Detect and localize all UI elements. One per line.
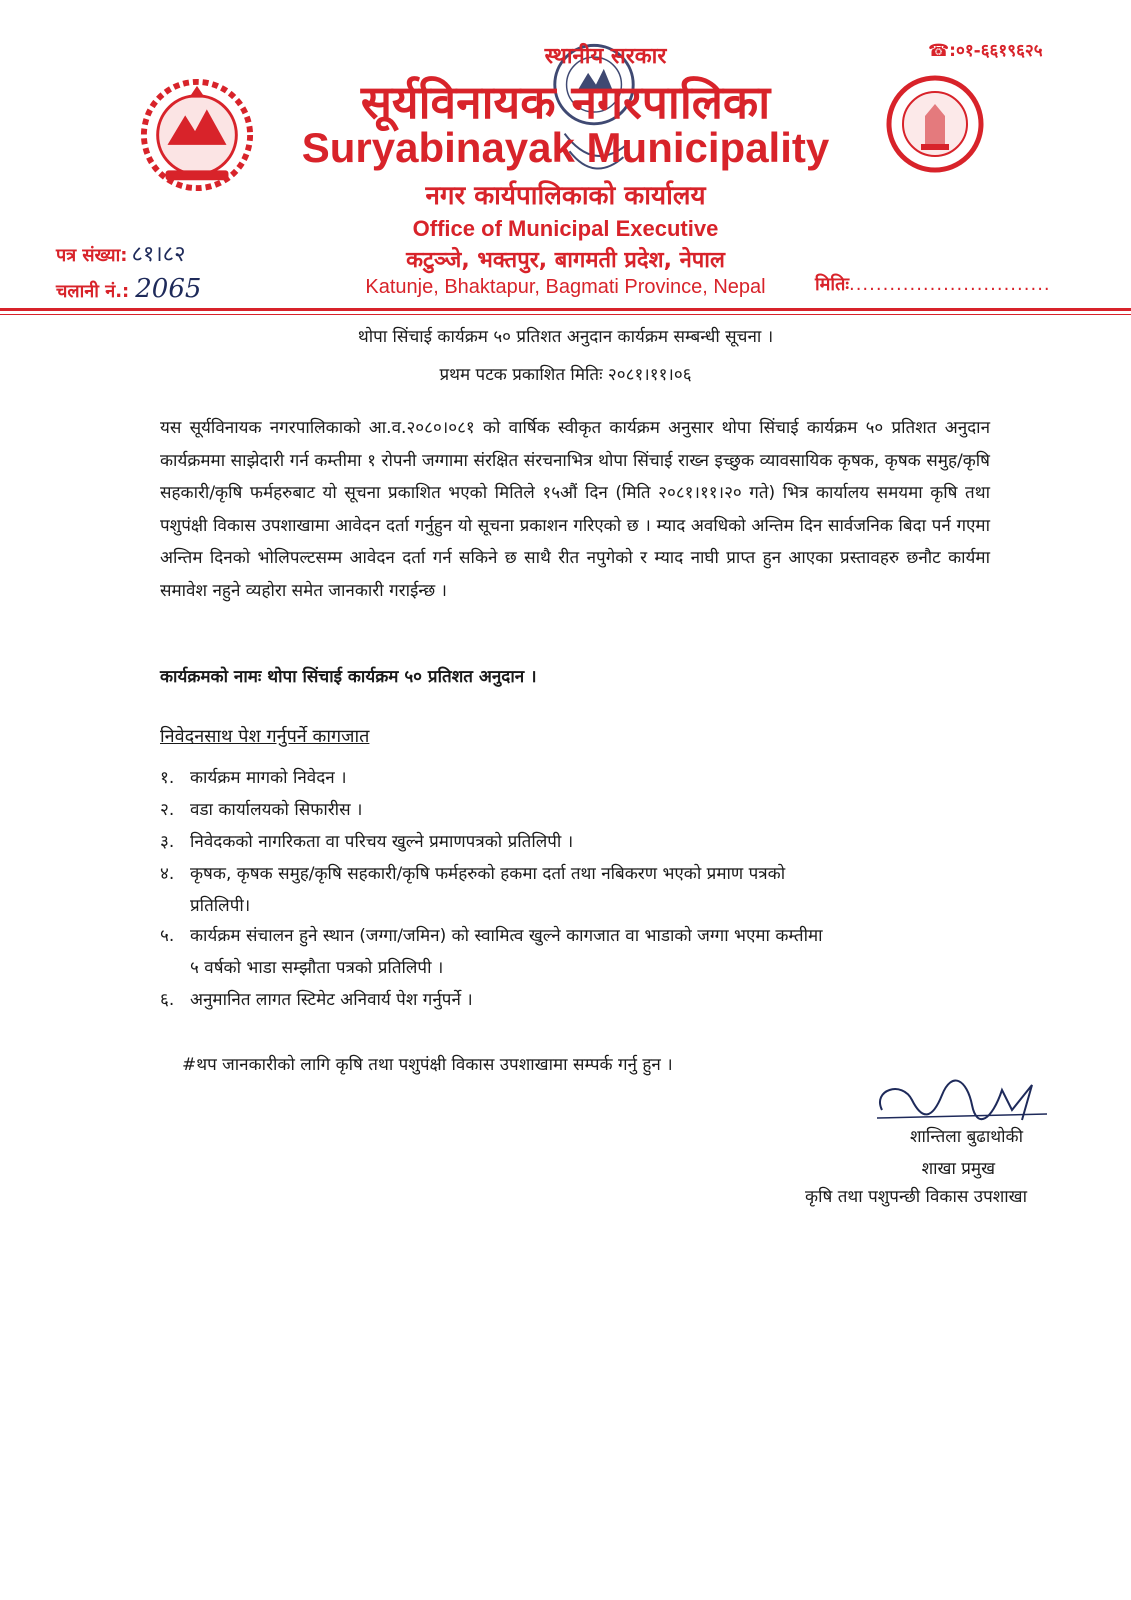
office-name-english: Office of Municipal Executive <box>412 216 719 241</box>
address-nepali: कटुञ्जे, भक्तपुर, बागमती प्रदेश, नेपाल <box>406 248 725 273</box>
date-label: मितिः <box>815 274 849 295</box>
signatory-title: शाखा प्रमुख <box>921 1159 995 1179</box>
list-number: ६. <box>160 990 175 1010</box>
office-name-nepali: नगर कार्यपालिकाको कार्यालय <box>425 181 706 211</box>
header-divider-thin <box>0 314 1131 315</box>
reference-label: पत्र संख्या: <box>56 245 128 266</box>
municipality-name-english: Suryabinayak Municipality <box>301 124 830 171</box>
list-text: कार्यक्रम मागको निवेदन । <box>190 768 347 788</box>
date-field <box>815 272 1051 296</box>
list-number: ४. <box>160 864 175 884</box>
signatory-name: शान्तिला बुढाथोकी <box>909 1127 1023 1147</box>
list-item <box>160 920 990 984</box>
list-text: अनुमानित लागत स्टिमेट अनिवार्य पेश गर्नुपर्ने । <box>190 990 473 1010</box>
dispatch-label: चलानी नं.: <box>56 281 130 302</box>
header-divider <box>0 308 1131 311</box>
list-number: २. <box>160 800 175 820</box>
list-text: कार्यक्रम संचालन हुने स्थान (जग्गा/जमिन) को स्वामित्व खुल्ने कागजात वा भाडाको जग्गा भएमा कम्तीमा <box>190 926 823 946</box>
list-text: कृषक, कृषक समुह/कृषि सहकारी/कृषि फर्महरुको हकमा दर्ता तथा नबिकरण भएको प्रमाण पत्रको <box>190 864 786 884</box>
list-item <box>160 826 990 858</box>
list-text: निवेदकको नागरिकता वा परिचय खुल्ने प्रमाणपत्रको प्रतिलिपी । <box>190 832 574 852</box>
reference-number <box>56 238 186 268</box>
notice-title: थोपा सिंचाई कार्यक्रम ५० प्रतिशत अनुदान कार्यक्रम सम्बन्धी सूचना । <box>357 327 774 347</box>
list-number: १. <box>160 768 175 788</box>
list-text: वडा कार्यालयको सिफारीस । <box>190 800 363 820</box>
address-english: Katunje, Bhaktapur, Bagmati Province, Nepal <box>365 276 766 298</box>
required-documents-heading: निवेदनसाथ पेश गर्नुपर्ने कागजात <box>160 726 370 747</box>
dispatch-value: 2065 <box>135 274 202 304</box>
list-number: ३. <box>160 832 175 852</box>
list-text-continued: प्रतिलिपी। <box>190 896 251 916</box>
publication-date: प्रथम पटक प्रकाशित मितिः २०८१।११।०६ <box>439 365 692 385</box>
signatory-department: कृषि तथा पशुपन्छी विकास उपशाखा <box>805 1187 1027 1207</box>
list-item <box>160 984 990 1016</box>
list-number: ५. <box>160 926 175 946</box>
list-item <box>160 794 990 826</box>
dispatch-number <box>56 274 201 304</box>
local-government-label: स्थानीय सरकार <box>544 44 667 69</box>
contact-note: #थप जानकारीको लागि कृषि तथा पशुपंक्षी विकास उपशाखामा सम्पर्क गर्नु हुन । <box>182 1055 673 1075</box>
list-item <box>160 762 990 794</box>
list-text-continued: ५ वर्षको भाडा सम्झौता पत्रको प्रतिलिपी । <box>190 958 444 978</box>
notice-body: यस सूर्यविनायक नगरपालिकाको आ.व.२०८०।०८१ को वार्षिक स्वीकृत कार्यक्रम अनुसार थोपा सिंचाई कार्यक्रम ५० प्रतिशत अनुदान कार्यक्रममा साझेदारी गर्न कम्तीमा १ रोपनी जग्गामा संरक्षित संरचनाभित्र थोपा सिंचाई राख्न इच्छुक व्यावसायिक कृषक, कृषक समुह/कृषि सहकारी/कृषि फर्महरुबाट यो सूचना प्रकाशित भएको मितिले १५औं दिन (मिति २०८१।११।२० गते) भित्र कार्यालय समयमा कृषि तथा पशुपंक्षी विकास उपशाखामा आवेदन दर्ता गर्नुहुन यो सूचना प्रकाशन गरिएको छ । म्याद अवधिको अन्तिम दिन सार्वजनिक बिदा पर्न गएमा अन्तिम दिनको भोलिपल्टसम्म आवेदन दर्ता गर्न सकिने छ साथै रीत नपुगेको र म्याद नाघी प्राप्त हुन आएका प्रस्तावहरु छनौट कार्यमा समावेश नहुने व्यहोरा समेत जानकारी गराईन्छ । <box>160 418 990 601</box>
reference-value: ८१।८२ <box>131 242 186 267</box>
handwritten-signature-icon <box>872 1070 1052 1130</box>
phone-number: ☎:०१-६६१९६२५ <box>928 41 1043 61</box>
municipality-name-nepali: सूर्यविनायक नगरपालिका <box>360 75 771 129</box>
date-blank: .............................. <box>848 274 1051 295</box>
list-item <box>160 858 990 922</box>
program-name: कार्यक्रमको नामः थोपा सिंचाई कार्यक्रम ५० प्रतिशत अनुदान । <box>160 667 537 687</box>
